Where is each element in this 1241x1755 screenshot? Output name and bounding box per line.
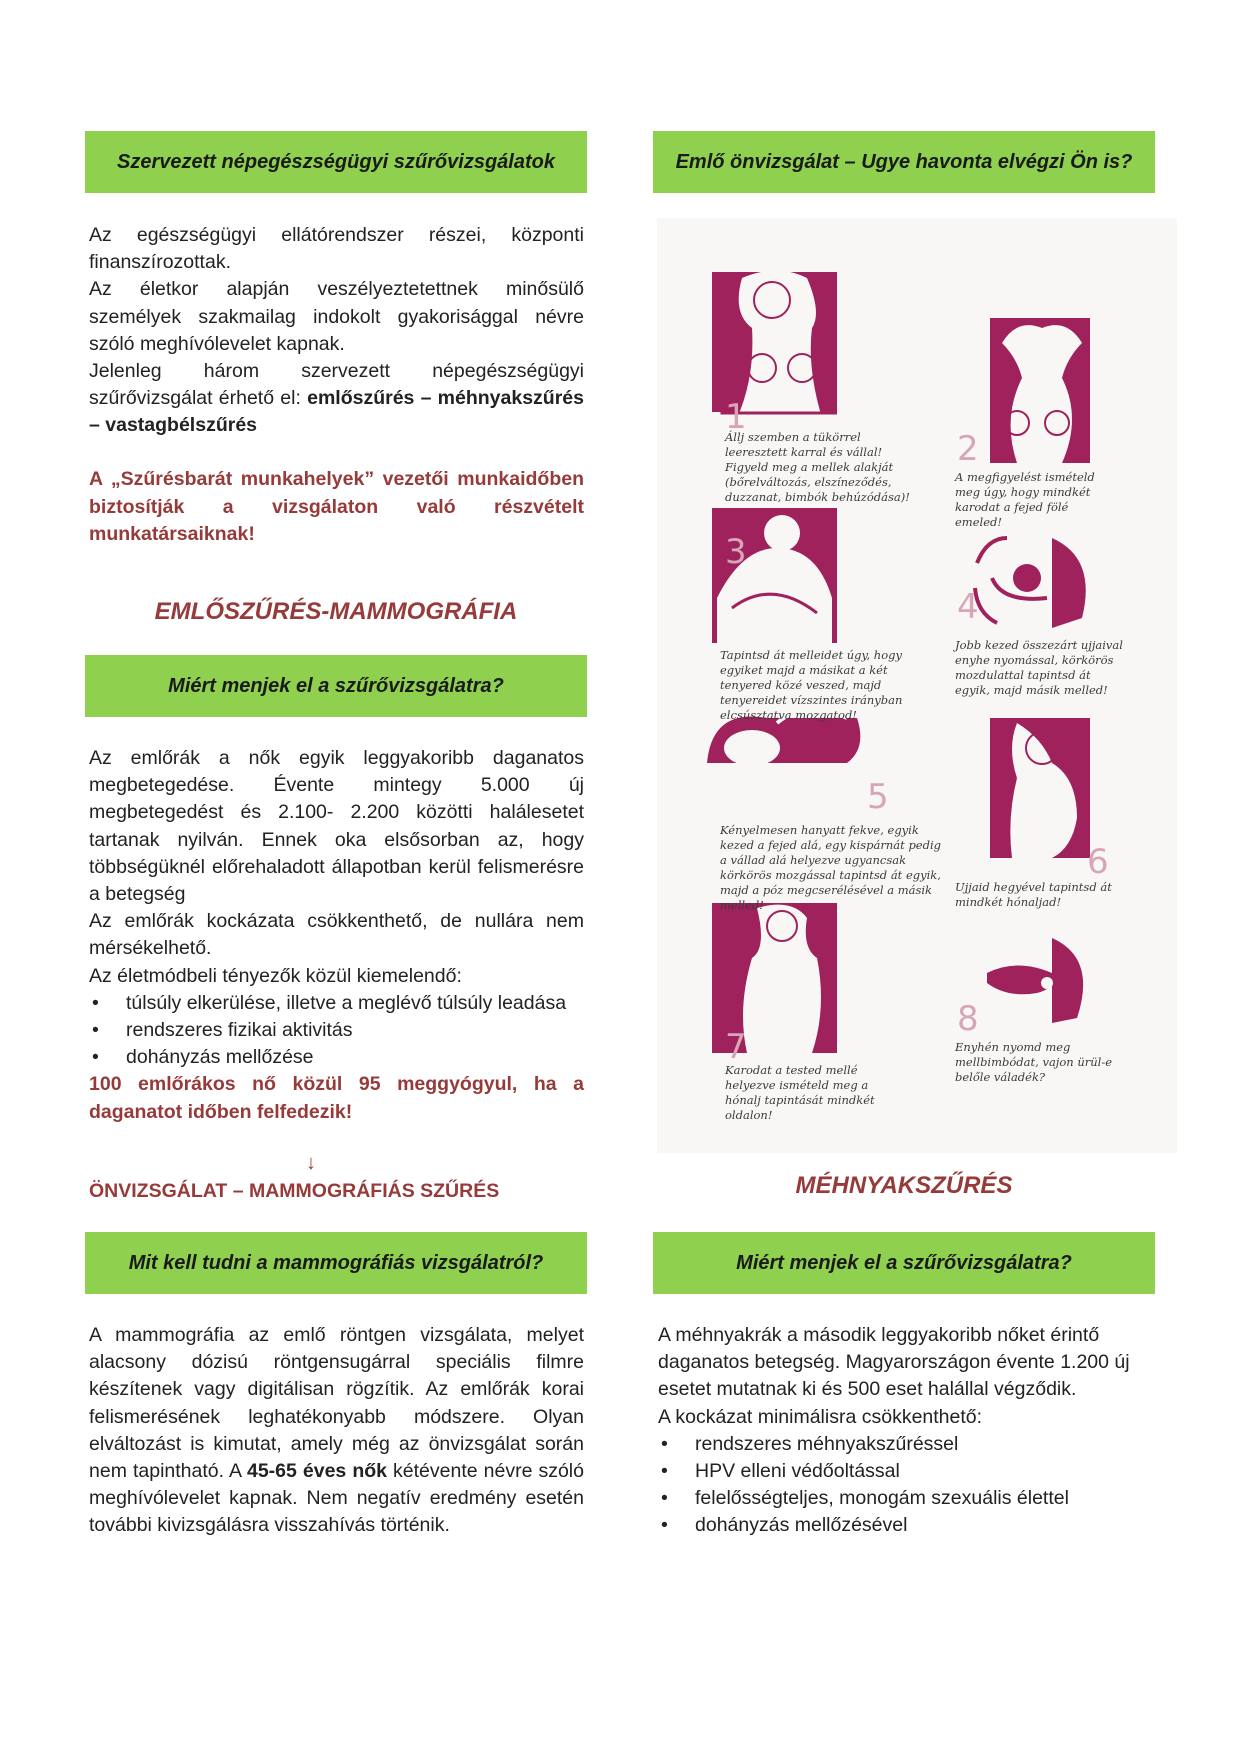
step-number: 2 xyxy=(957,429,979,469)
breast-cancer-text xyxy=(89,745,584,1126)
risk-list xyxy=(658,1431,1154,1540)
red-statistic: 100 emlőrákos nő közül 95 meggyógyul, ha a daganatot időben felfedezik! xyxy=(89,1073,584,1123)
section-bar-screening xyxy=(85,131,587,193)
mammography-text xyxy=(89,1322,584,1540)
step-number: 7 xyxy=(725,1027,747,1067)
list-item: • HPV elleni védőoltással xyxy=(658,1458,1154,1485)
body-paragraph: A kockázat minimálisra csökkenthető: xyxy=(658,1405,983,1428)
step-5-figure xyxy=(707,709,889,817)
step-number: 4 xyxy=(957,587,979,627)
age-group: 45-65 éves nők xyxy=(246,1460,387,1483)
section-heading-mammography: EMLŐSZŰRÉS-MAMMOGRÁFIA xyxy=(154,598,518,625)
self-exam-heading: ÖNVIZSGÁLAT – MAMMOGRÁFIÁS SZŰRÉS xyxy=(89,1180,500,1202)
step-number: 6 xyxy=(1087,842,1109,882)
step-6-figure xyxy=(990,718,1109,882)
list-item: • felelősségteljes, monogám szexuális élettel xyxy=(658,1485,1154,1512)
step-number: 1 xyxy=(725,397,747,437)
step-caption: Ujjaid hegyével tapintsd át mindkét hónaljad! xyxy=(955,880,1112,909)
step-3-figure xyxy=(712,508,837,643)
body-paragraph: Az emlőrák kockázata csökkenthető, de nullára nem mérsékelhető. xyxy=(89,910,584,960)
step-number: 8 xyxy=(957,999,979,1039)
step-caption: Állj szemben a tükörrel leeresztett karral és vállal! Figyeld meg a mellek alakját (bőrelváltozás, elszíneződés, duzzanat, bimbók behúzódása)! xyxy=(725,430,910,504)
self-exam-illustration xyxy=(657,218,1177,1153)
intro-text xyxy=(89,222,584,440)
section-bar-mammo-info xyxy=(85,1232,587,1294)
step-7-figure xyxy=(712,903,837,1067)
bar-title: Miért menjek el a szűrővizsgálatra? xyxy=(168,674,504,697)
intro-paragraph: Az életkor alapján veszélyeztetettnek minősülő személyek szakmailag indokolt gyakorisággal névre szóló meghívólevelet kapnak. xyxy=(89,278,584,355)
step-caption: Karodat a tested mellé helyezve ismételd meg a hónalj tapintását mindkét oldalon! xyxy=(725,1063,875,1122)
section-bar-why xyxy=(85,655,587,717)
list-item: • rendszeres méhnyakszűréssel xyxy=(658,1431,1154,1458)
step-caption: Kényelmesen hanyatt fekve, egyik kezed a fejed alá, egy kispárnát pedig a vállad alá helyezve ugyancsak körkörös mozgással tapintsd át egyik, majd a póz megcserélésével a másik melled! xyxy=(720,823,942,912)
step-caption: A megfigyelést ismételd meg úgy, hogy mindkét karodat a fejed fölé emeled! xyxy=(955,470,1095,529)
step-4-figure xyxy=(957,538,1086,628)
body-paragraph: A méhnyakrák a második leggyakoribb nőket érintő daganatos betegség. Magyarországon évente 1.200 új esetet mutatnak ki és 500 eset halállal végződik. xyxy=(658,1324,1130,1401)
red-note: A „Szűrésbarát munkahelyek” vezetői munkaidőben biztosítják a vizsgálaton való részvételt munkatársaiknak! xyxy=(89,468,584,545)
step-number: 5 xyxy=(867,777,889,817)
intro-paragraph: Az egészségügyi ellátórendszer részei, központi finanszírozottak. xyxy=(89,224,584,274)
step-8-figure xyxy=(957,938,1083,1039)
body-paragraph: Az emlőrák a nők egyik leggyakoribb daganatos megbetegedése. Évente mintegy 5.000 új megbetegedést és 2.100- 2.200 közötti halálesetet tartanak nyilván. Ennek oka elsősorban az, hogy többségüknél előrehaladott állapotban kerül felismerésre a betegség xyxy=(89,747,584,906)
step-number: 3 xyxy=(725,532,747,572)
step-caption: Enyhén nyomd meg mellbimbódat, vajon ürül-e belőle váladék? xyxy=(955,1040,1113,1084)
intro-paragraph: Jelenleg három szervezett népegészségügyi szűrővizsgálat érhető el: emlőszűrés – méhnyakszűrés – vastagbélszűrés xyxy=(89,360,584,437)
bar-title: Miért menjek el a szűrővizsgálatra? xyxy=(736,1251,1072,1274)
step-caption: Jobb kezed összezárt ujjaival enyhe nyomással, körkörös mozdulattal tapintsd át egyik, majd másik melled! xyxy=(955,638,1123,697)
screening-list: emlőszűrés – méhnyakszűrés – vastagbélszűrés xyxy=(89,387,584,437)
cervical-text xyxy=(658,1322,1154,1540)
bar-title: Mit kell tudni a mammográfiás vizsgálatról? xyxy=(128,1251,544,1274)
step-1-figure xyxy=(712,271,837,438)
list-item: • rendszeres fizikai aktivitás xyxy=(89,1017,584,1044)
lifestyle-list xyxy=(89,990,584,1072)
body-paragraph: A mammográfia az emlő röntgen vizsgálata, melyet alacsony dózisú röntgensugárral speciális filmre készítenek vagy digitálisan rögzítik. Az emlőrák korai felismerésének leghatékonyabb módszere. Olyan elváltozást is kimutat, amely még az önvizsgálat során nem tapintható. A 45-65 éves nők kétévente névre szóló meghívólevelet kapnak. Nem negatív eredmény esetén további kivizsgálásra visszahívás történik. xyxy=(89,1324,584,1537)
list-item: • dohányzás mellőzésével xyxy=(658,1512,1154,1539)
section-bar-self-exam xyxy=(653,131,1155,193)
section-bar-why-cervical xyxy=(653,1232,1155,1294)
bar-title: Szervezett népegészségügyi szűrővizsgálatok xyxy=(117,150,555,173)
down-arrow-icon: ↓ xyxy=(306,1152,316,1174)
list-item: • dohányzás mellőzése xyxy=(89,1044,584,1071)
step-2-figure xyxy=(957,318,1090,469)
list-item: • túlsúly elkerülése, illetve a meglévő túlsúly leadása xyxy=(89,990,584,1017)
bar-title: Emlő önvizsgálat – Ugye havonta elvégzi Ön is? xyxy=(675,150,1133,173)
section-heading-cervical: MÉHNYAKSZŰRÉS xyxy=(795,1172,1013,1199)
body-paragraph: Az életmódbeli tényezők közül kiemelendő: xyxy=(89,964,462,987)
step-caption: Tapintsd át melleidet úgy, hogy egyiket majd a másikat a két tenyered közé veszed, majd tenyereidet vízszintes irányban elcsúsztatva mozgatod! xyxy=(720,648,903,722)
